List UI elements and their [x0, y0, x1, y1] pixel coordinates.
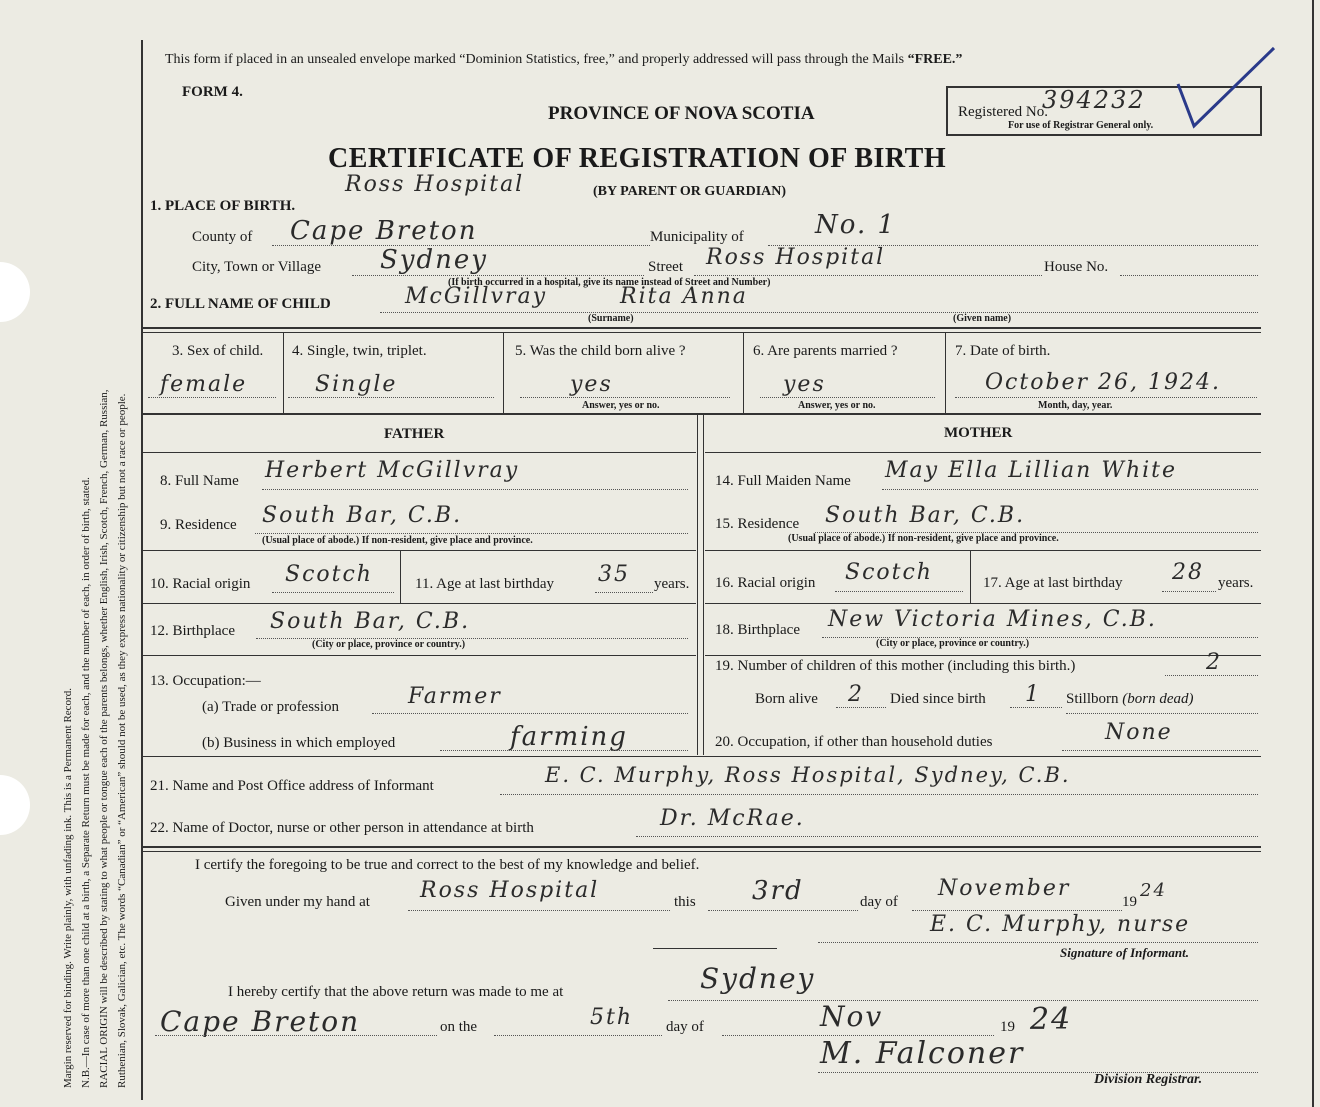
margin-note-1: Margin reserved for binding. Write plainly, with unfading ink. This is a Permanent Record. [62, 688, 74, 1088]
sex-label: 3. Sex of child. [172, 343, 264, 359]
surname-caption: (Surname) [588, 313, 634, 324]
parents-married-value: yes [783, 372, 826, 397]
mother-residence-label: 15. Residence [715, 516, 800, 532]
registrar-year-prefix: 19 [1000, 1019, 1015, 1035]
registrar-statement: I hereby certify that the above return was made to me at [228, 984, 564, 1000]
business-value: farming [510, 722, 628, 752]
certify-year-value: 24 [1140, 880, 1167, 901]
form-number: FORM 4. [182, 84, 243, 100]
punch-hole-top [0, 262, 30, 322]
registrar-on-the-label: on the [440, 1019, 478, 1035]
mail-note: This form if placed in an unsealed envelope marked “Dominion Statistics, free,” and properly addressed will pass through the Mails “FREE.” [165, 52, 963, 67]
mother-heading: MOTHER [944, 425, 1013, 441]
registered-label: Registered No. [958, 104, 1048, 120]
born-alive-value: yes [570, 372, 613, 397]
given-label: Given under my hand at [225, 894, 370, 910]
registered-number: 394232 [1042, 86, 1146, 114]
punch-hole-bottom [0, 775, 30, 835]
city-label: City, Town or Village [192, 259, 322, 275]
registrar-day-of-label: day of [666, 1019, 704, 1035]
page-title: CERTIFICATE OF REGISTRATION OF BIRTH [328, 143, 947, 174]
father-residence-caption: (Usual place of abode.) If non-resident, give place and province. [262, 535, 533, 546]
father-residence-value: South Bar, C.B. [262, 503, 463, 528]
registrar-year-value: 24 [1030, 1002, 1073, 1037]
doctor-value: Dr. McRae. [660, 806, 805, 831]
sex-value: female [160, 372, 248, 397]
margin-note-3: RACIAL ORIGIN will be described by stating to what people or tongue each of the parents belongs, whether English, Irish, Scotch, French, German, Russian, [98, 389, 110, 1088]
mother-residence-value: South Bar, C.B. [825, 503, 1026, 528]
father-birthplace-value: South Bar, C.B. [270, 609, 471, 634]
father-name-label: 8. Full Name [160, 473, 239, 489]
mother-years-label: years. [1218, 575, 1254, 591]
certify-statement: I certify the foregoing to be true and correct to the best of my knowledge and belief. [195, 857, 700, 873]
dob-value: October 26, 1924. [985, 370, 1222, 395]
informant-signature-caption: Signature of Informant. [1060, 945, 1189, 960]
father-birthplace-label: 12. Birthplace [150, 623, 235, 639]
father-residence-label: 9. Residence [160, 517, 237, 533]
hospital-note: (If birth occurred in a hospital, give its name instead of Street and Number) [448, 277, 771, 288]
mother-age-label: 17. Age at last birthday [983, 575, 1123, 591]
parents-married-label: 6. Are parents married ? [753, 343, 898, 359]
mother-name-label: 14. Full Maiden Name [715, 473, 851, 489]
registrar-place-value: Sydney [700, 962, 816, 995]
checkmark-icon [1170, 44, 1280, 134]
mother-racial-label: 16. Racial origin [715, 575, 816, 591]
registrar-county-value: Cape Breton [160, 1005, 361, 1038]
trade-label: (a) Trade or profession [202, 699, 340, 715]
father-occupation-label: 13. Occupation:— [150, 673, 261, 689]
given-place-value: Ross Hospital [420, 878, 600, 903]
registrar-signature-caption: Division Registrar. [1094, 1072, 1203, 1087]
dob-caption: Month, day, year. [1038, 400, 1113, 411]
father-racial-label: 10. Racial origin [150, 576, 251, 592]
child-name-label: 2. FULL NAME OF CHILD [150, 296, 331, 312]
margin-note-4: Ruthenian, Slovak, Galician, etc. The words “Canadian” or “American” should not be used, as they express nationality or citizenship but not a race or people. [116, 393, 128, 1088]
informant-signature: E. C. Murphy, nurse [930, 912, 1191, 937]
birth-subtitle: (BY PARENT OR GUARDIAN) [593, 184, 787, 199]
father-age-value: 35 [598, 562, 630, 587]
child-surname-value: McGillvray [405, 284, 548, 309]
margin-note-2: N.B.—In case of more than one child at a birth, a Separate Return must be made for each, and the number of each, in order of birth, stated. [80, 477, 92, 1088]
right-border [1312, 0, 1314, 1107]
left-border [141, 40, 143, 1100]
stillborn-label: Stillborn (born dead) [1066, 691, 1194, 707]
certify-year-prefix: 19 [1122, 894, 1137, 910]
street-label: Street [648, 259, 683, 275]
answer-caption-married: Answer, yes or no. [798, 400, 876, 411]
certify-day-of-label: day of [860, 894, 898, 910]
registrar-note: For use of Registrar General only. [1008, 120, 1154, 131]
this-label: this [674, 894, 696, 910]
born-alive-label: 5. Was the child born alive ? [515, 343, 686, 359]
mother-occupation-label: 20. Occupation, if other than household duties [715, 734, 993, 750]
given-name-caption: (Given name) [953, 313, 1012, 324]
father-age-label: 11. Age at last birthday [415, 576, 554, 592]
children-count-label: 19. Number of children of this mother (including this birth.) [715, 658, 1076, 674]
certify-month-value: November [938, 876, 1071, 901]
father-birthplace-caption: (City or place, province or country.) [312, 639, 466, 650]
born-alive-count-value: 2 [848, 682, 864, 707]
died-since-birth-label: Died since birth [890, 691, 986, 707]
doctor-label: 22. Name of Doctor, nurse or other person in attendance at birth [150, 820, 534, 836]
mother-occupation-value: None [1105, 720, 1173, 745]
mother-residence-caption: (Usual place of abode.) If non-resident, give place and province. [788, 533, 1059, 544]
trade-value: Farmer [408, 684, 502, 709]
child-given-value: Rita Anna [620, 284, 748, 309]
registrar-month-value: Nov [820, 1000, 884, 1033]
informant-label: 21. Name and Post Office address of Informant [150, 778, 434, 794]
registrar-signature: M. Falconer [820, 1036, 1025, 1071]
father-name-value: Herbert McGillvray [265, 458, 520, 483]
county-label: County of [192, 229, 253, 245]
dob-label: 7. Date of birth. [955, 343, 1051, 359]
city-value: Sydney [380, 245, 488, 275]
born-alive-count-label: Born alive [755, 691, 818, 707]
county-value: Cape Breton [290, 216, 478, 246]
answer-caption-alive: Answer, yes or no. [582, 400, 660, 411]
informant-value: E. C. Murphy, Ross Hospital, Sydney, C.B. [545, 763, 1071, 787]
children-count-value: 2 [1206, 650, 1222, 675]
mother-age-value: 28 [1172, 560, 1204, 585]
mother-name-value: May Ella Lillian White [885, 458, 1178, 483]
street-value: Ross Hospital [706, 245, 886, 270]
father-heading: FATHER [384, 426, 445, 442]
municipality-value: No. 1 [815, 210, 897, 240]
died-since-birth-value: 1 [1025, 682, 1041, 707]
business-label: (b) Business in which employed [202, 735, 396, 751]
house-number-label: House No. [1044, 259, 1109, 275]
registrar-day-value: 5th [590, 1005, 634, 1030]
plurality-value: Single [315, 372, 398, 397]
place-of-birth-label: 1. PLACE OF BIRTH. [150, 198, 296, 214]
province-title: PROVINCE OF NOVA SCOTIA [548, 103, 815, 124]
mother-birthplace-value: New Victoria Mines, C.B. [828, 607, 1157, 632]
municipality-label: Municipality of [650, 229, 744, 245]
father-years-label: years. [654, 576, 690, 592]
mother-racial-value: Scotch [845, 560, 933, 585]
certify-day-value: 3rd [752, 876, 804, 906]
plurality-label: 4. Single, twin, triplet. [292, 343, 427, 359]
mother-birthplace-caption: (City or place, province or country.) [876, 638, 1030, 649]
father-racial-value: Scotch [285, 562, 373, 587]
place-of-birth-value: Ross Hospital [345, 172, 525, 197]
mother-birthplace-label: 18. Birthplace [715, 622, 800, 638]
